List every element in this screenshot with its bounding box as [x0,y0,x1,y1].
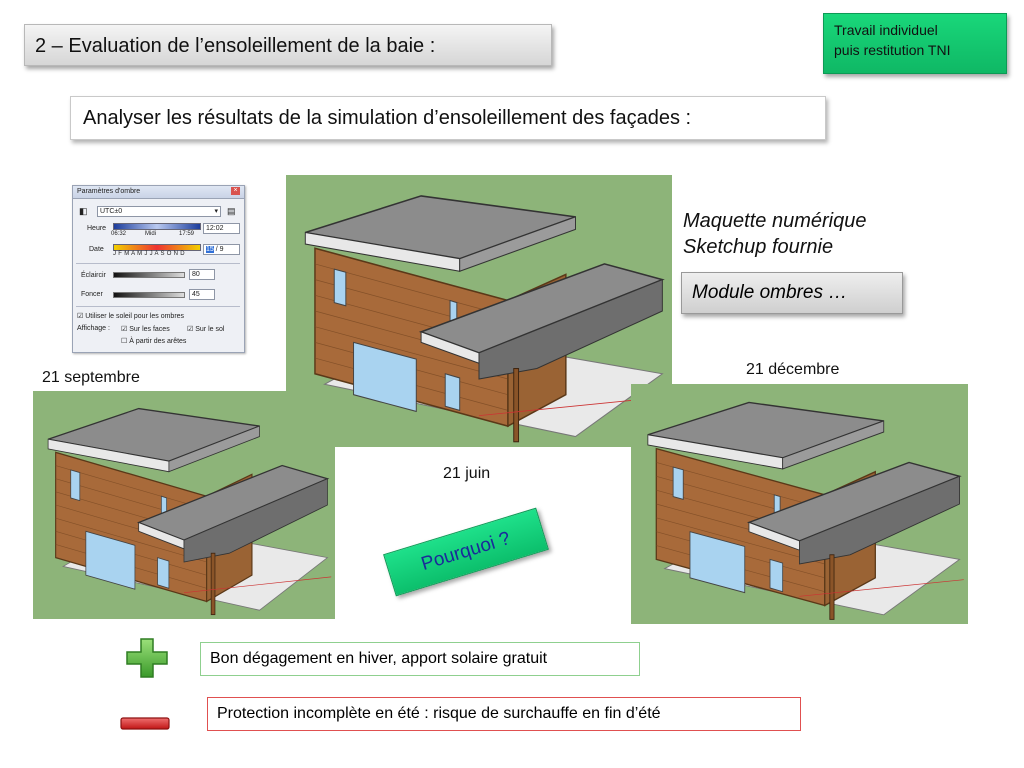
timezone-value: UTC±0 [100,208,123,215]
house-render-june [286,175,672,447]
module-ombres-button[interactable]: Module ombres … [681,272,903,314]
time-mid-label: Midi [145,231,157,237]
slide-title: 2 – Evaluation de l’ensoleillement de la baie : [24,24,552,66]
badge-line-1: Travail individuel [834,22,938,38]
maquette-line-2: Sketchup fournie [683,236,834,258]
badge-line-2: puis restitution TNI [834,42,951,58]
time-value: 12:02 [206,225,224,232]
time-slider[interactable] [113,223,201,230]
sol-label: Sur le sol [195,326,225,333]
foncer-slider[interactable] [113,292,185,298]
pourquoi-button[interactable]: Pourquoi ? [383,508,549,597]
label-december: 21 décembre [746,361,840,378]
faces-label: Sur les faces [129,326,170,333]
date-slider[interactable] [113,244,201,251]
work-mode-badge [823,13,1007,74]
minus-icon [120,716,170,732]
divider [76,306,240,307]
timezone-select[interactable] [97,206,221,217]
maquette-line-1: Maquette numérique [683,210,867,232]
use-sun-label: Utiliser le soleil pour les ombres [85,313,185,320]
affichage-label: Affichage : [77,325,110,332]
date-label: Date [89,246,104,253]
maquette-caption [683,208,866,260]
aretes-label: À partir des arêtes [129,338,187,345]
label-september: 21 septembre [42,369,140,386]
time-input[interactable] [203,223,240,234]
dialog-title: Paramètres d'ombre [77,188,141,195]
eclaircir-input[interactable] [189,269,215,280]
foncer-value: 45 [192,291,200,298]
advantage-text: Bon dégagement en hiver, apport solaire gratuit [200,642,640,676]
chevron-down-icon: ▾ [214,208,218,215]
eclaircir-slider[interactable] [113,272,185,278]
house-render-september [33,391,335,619]
eclaircir-value: 80 [192,271,200,278]
time-max-label: 17:59 [179,231,195,237]
disadvantage-text: Protection incomplète en été : risque de surchauffe en fin d’été [207,697,801,731]
eclaircir-label: Éclaircir [81,272,106,279]
panel-toggle-icon[interactable]: ▤ [227,206,236,216]
date-month: 9 [219,246,224,253]
use-sun-checkbox[interactable]: ☑ Utiliser le soleil pour les ombres [77,313,185,320]
instruction-box: Analyser les résultats de la simulation d’ensoleillement des façades : [70,96,826,140]
faces-checkbox[interactable]: ☑ Sur les faces [121,326,170,333]
time-min-label: 06:32 [111,231,127,237]
shadow-toggle-icon[interactable]: ◧ [79,206,88,216]
dialog-titlebar [73,186,244,199]
aretes-checkbox[interactable]: ☐ À partir des arêtes [121,338,187,345]
sol-checkbox[interactable]: ☑ Sur le sol [187,326,225,333]
foncer-input[interactable] [189,289,215,300]
close-icon[interactable]: × [231,187,240,195]
date-input[interactable]: 15 / 9 [203,244,240,255]
divider [76,263,240,264]
date-day: 15 [206,246,214,253]
label-june: 21 juin [443,465,491,482]
month-scale: J F M A M J J A S O N D [113,251,185,257]
heure-label: Heure [87,225,107,232]
shadow-settings-dialog [72,185,245,353]
house-render-december [631,384,968,624]
plus-icon [125,637,169,679]
foncer-label: Foncer [81,291,103,298]
